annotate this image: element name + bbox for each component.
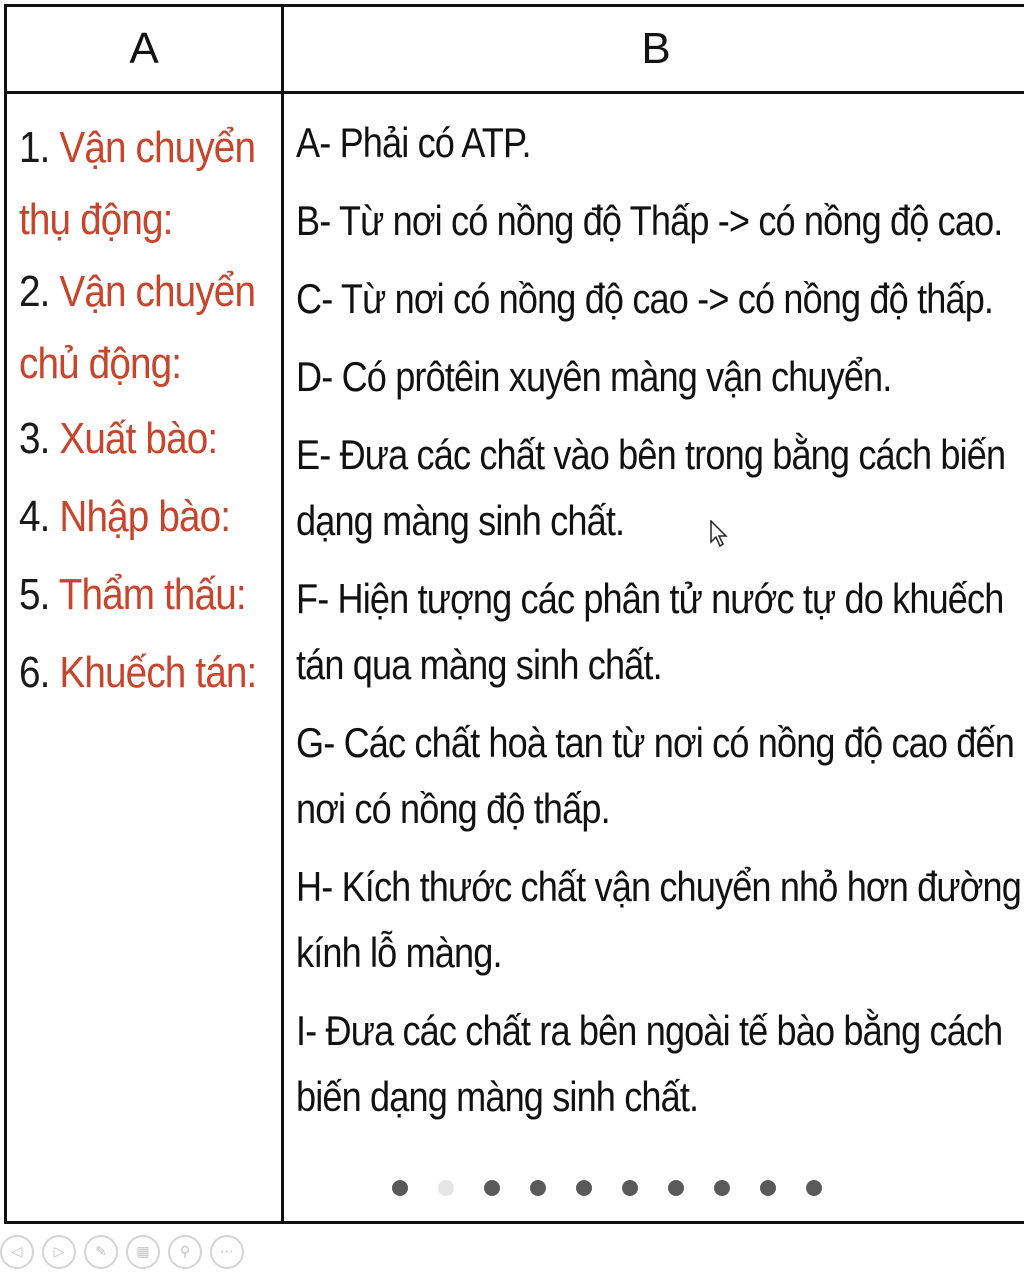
column-a-item <box>19 634 257 712</box>
column-a-list <box>7 94 281 712</box>
item-term: Vận chuyển chủ động: <box>19 267 256 388</box>
column-b-header: B <box>283 6 1024 93</box>
pagination-dot[interactable] <box>392 1180 408 1196</box>
column-b-item: G- Các chất hoà tan từ nơi có nồng độ cao đến nơi có nồng độ thấp. <box>296 719 1014 832</box>
slide-pagination <box>392 1180 822 1196</box>
item-number: 6. <box>19 648 60 697</box>
item-term: Thẩm thấu: <box>58 570 246 619</box>
column-a-header: A <box>6 6 283 93</box>
item-number: 5. <box>19 570 59 619</box>
column-a-item <box>19 400 250 478</box>
pagination-dot[interactable] <box>576 1180 592 1196</box>
pagination-dot[interactable] <box>530 1180 546 1196</box>
column-b-list <box>284 94 1024 1130</box>
item-term: Xuất bào: <box>59 414 218 463</box>
matching-table <box>4 4 1024 1224</box>
column-a-cell <box>6 93 283 1223</box>
column-b-item: B- Từ nơi có nồng độ Thấp -> có nồng độ cao. <box>296 197 1003 244</box>
column-b-item: D- Có prôtêin xuyên màng vận chuyển. <box>296 353 892 400</box>
item-number: 4. <box>19 492 60 541</box>
column-b-item: I- Đưa các chất ra bên ngoài tế bào bằng cách biến dạng màng sinh chất. <box>296 1007 1003 1120</box>
pagination-dot[interactable] <box>668 1180 684 1196</box>
pagination-dot[interactable] <box>714 1180 730 1196</box>
prev-icon[interactable]: ◁ <box>0 1235 34 1269</box>
item-term: Vận chuyển thụ động: <box>19 123 256 244</box>
column-a-item <box>19 112 274 256</box>
zoom-icon[interactable]: ⚲ <box>168 1235 202 1269</box>
column-b-item: H- Kích thước chất vận chuyển nhỏ hơn đường kính lỗ màng. <box>296 863 1021 976</box>
pagination-dot[interactable] <box>484 1180 500 1196</box>
presentation-toolbar <box>0 1230 244 1274</box>
column-b-item: E- Đưa các chất vào bên trong bằng cách biến dạng màng sinh chất. <box>296 431 1006 544</box>
column-b-cell <box>283 93 1024 1223</box>
column-b-item: A- Phải có ATP. <box>296 119 531 166</box>
column-b-item: C- Từ nơi có nồng độ cao -> có nồng độ thấp. <box>296 275 994 322</box>
next-icon[interactable]: ▷ <box>42 1235 76 1269</box>
column-b-item: F- Hiện tượng các phân tử nước tự do khuếch tán qua màng sinh chất. <box>296 575 1004 688</box>
pagination-dot[interactable] <box>760 1180 776 1196</box>
column-a-item <box>19 478 250 556</box>
pagination-dot[interactable] <box>438 1180 454 1196</box>
item-number: 1. <box>19 123 60 172</box>
item-term: Nhập bào: <box>59 492 231 541</box>
item-term: Khuếch tán: <box>59 648 257 697</box>
item-number: 2. <box>19 267 60 316</box>
column-a-item <box>19 256 274 400</box>
column-a-item <box>19 556 250 634</box>
pen-icon[interactable]: ✎ <box>84 1235 118 1269</box>
more-icon[interactable]: ⋯ <box>210 1235 244 1269</box>
pagination-dot[interactable] <box>806 1180 822 1196</box>
pagination-dot[interactable] <box>622 1180 638 1196</box>
item-number: 3. <box>19 414 60 463</box>
slides-icon[interactable]: ▦ <box>126 1235 160 1269</box>
mouse-cursor-icon <box>710 520 728 553</box>
